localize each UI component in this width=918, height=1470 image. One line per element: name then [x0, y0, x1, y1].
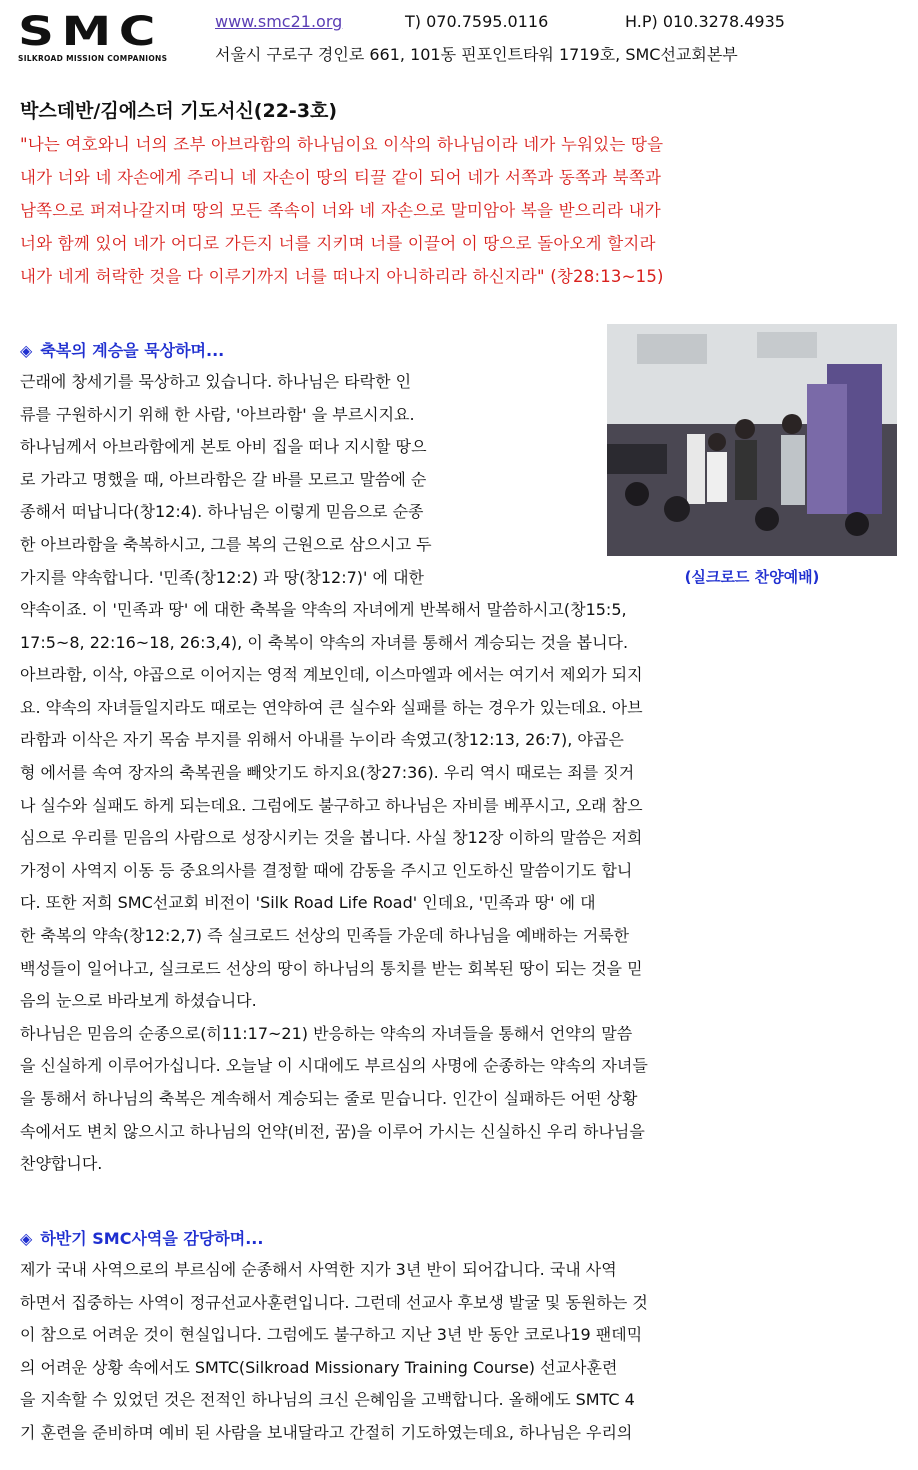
section-heading-ministry [20, 1226, 263, 1249]
diamond-bullet-icon: ◈ [20, 341, 33, 360]
smc-logo [18, 9, 190, 63]
text-line: 을 지속할 수 있었던 것은 전적인 하나님의 크신 은혜임을 고백합니다. 올해에도 SMTC 4 [20, 1390, 635, 1410]
text-line: 가정이 사역지 이동 등 중요의사를 결정할 때에 감동을 주시고 인도하신 말씀이기도 합니 [20, 860, 633, 880]
section-heading-text: 축복의 계승을 묵상하며... [40, 341, 225, 360]
text-line: 속에서도 변치 않으시고 하나님의 언약(비전, 꿈)을 이루어 가시는 신실하신 우리 하나님을 [20, 1121, 645, 1141]
text-line: 하면서 집중하는 사역이 정규선교사훈련입니다. 그런데 선교사 후보생 발굴 및 동원하는 것 [20, 1292, 648, 1312]
text-line: 백성들이 일어나고, 실크로드 선상의 땅이 하나님의 통치를 받는 회복된 땅이 되는 것을 믿 [20, 958, 643, 978]
text-line: 하나님은 믿음의 순종으로(히11:17~21) 반응하는 약속의 자녀들을 통해서 언약의 말씀 [20, 1023, 633, 1043]
text-line: 하나님께서 아브라함에게 본토 아비 집을 떠나 지시할 땅으 [20, 437, 427, 457]
text-line: 라함과 이삭은 자기 목숨 부지를 위해서 아내를 누이라 속였고(창12:13, 26:7), 야곱은 [20, 730, 624, 750]
text-line: 한 축복의 약속(창12:2,7) 즉 실크로드 선상의 민족들 가운데 하나님을 예배하는 거룩한 [20, 925, 630, 945]
verse-line: 내가 네게 허락한 것을 다 이루기까지 너를 떠나지 아니하리라 하신지라" (창28:13~15) [20, 267, 664, 286]
contact-line [215, 12, 785, 31]
section-heading-blessing [20, 338, 224, 361]
text-line: 로 가라고 명했을 때, 아브라함은 갈 바를 모르고 말씀에 순 [20, 469, 427, 489]
section1-body-text [20, 594, 898, 1181]
scripture-verse [20, 128, 898, 293]
text-line: 기 훈련을 준비하며 예비 된 사람을 보내달라고 간절히 기도하였는데요, 하나님은 우리의 [20, 1422, 633, 1442]
section2-body-text [20, 1254, 898, 1450]
photo-caption: (실크로드 찬양예배) [684, 568, 820, 586]
phone-number: T) 070.7595.0116 [405, 12, 549, 31]
text-line: 심으로 우리를 믿음의 사람으로 성장시키는 것을 봅니다. 사실 창12장 이하의 말씀은 저희 [20, 828, 643, 848]
website-link[interactable]: www.smc21.org [215, 12, 343, 31]
text-line: 근래에 창세기를 묵상하고 있습니다. 하나님은 타락한 인 [20, 372, 412, 391]
text-line: 요. 약속의 자녀들일지라도 때로는 연약하여 큰 실수와 실패를 하는 경우가 있는데요. 아브 [20, 697, 643, 717]
text-line: 한 아브라함을 축복하시고, 그를 복의 근원으로 삼으시고 두 [20, 534, 432, 554]
text-line: 의 어려운 상황 속에서도 SMTC(Silkroad Missionary Training Course) 선교사훈련 [20, 1357, 618, 1377]
text-line: 을 신실하게 이루어가십니다. 오늘날 이 시대에도 부르심의 사명에 순종하는 약속의 자녀들 [20, 1056, 648, 1076]
section-heading-text: 하반기 SMC사역을 감당하며... [40, 1229, 264, 1248]
text-line: 가지를 약속합니다. '민족(창12:2) 과 땅(창12:7)' 에 대한 [20, 567, 424, 587]
text-line: 이 참으로 어려운 것이 현실입니다. 그럼에도 불구하고 지난 3년 반 동안 코로나19 팬데믹 [20, 1325, 643, 1345]
text-line: 제가 국내 사역으로의 부르심에 순종해서 사역한 지가 3년 반이 되어갑니다. 국내 사역 [20, 1260, 617, 1279]
worship-photo [607, 324, 897, 556]
verse-line: 내가 너와 네 자손에게 주리니 네 자손이 땅의 티끌 같이 되어 네가 서쪽과 동쪽과 북쪽과 [20, 168, 662, 187]
text-line: 류를 구원하시기 위해 한 사람, '아브라함' 을 부르시지요. [20, 404, 415, 424]
text-line: 약속이죠. 이 '민족과 땅' 에 대한 축복을 약속의 자녀에게 반복해서 말씀하시고(창15:5, [20, 600, 627, 619]
text-line: 종해서 떠납니다(창12:4). 하나님은 이렇게 믿음으로 순종 [20, 502, 424, 522]
mobile-number: H.P) 010.3278.4935 [625, 12, 785, 31]
text-line: 나 실수와 실패도 하게 되는데요. 그럼에도 불구하고 하나님은 자비를 베푸시고, 오래 참으 [20, 795, 643, 815]
verse-line: 남쪽으로 퍼져나갈지며 땅의 모든 족속이 너와 네 자손으로 말미암아 복을 받으리라 내가 [20, 201, 661, 220]
text-line: 17:5~8, 22:16~18, 26:3,4), 이 축복이 약속의 자녀를 통해서 계승되는 것을 봅니다. [20, 632, 629, 652]
address: 서울시 구로구 경인로 661, 101동 핀포인트타워 1719호, SMC선교회본부 [215, 45, 738, 64]
text-line: 아브라함, 이삭, 야곱으로 이어지는 영적 계보인데, 이스마엘과 에서는 여기서 제외가 되지 [20, 665, 643, 685]
section1-intro-text [20, 366, 598, 594]
text-line: 찬양합니다. [20, 1154, 103, 1174]
letter-title: 박스데반/김에스더 기도서신(22-3호) [20, 100, 338, 122]
verse-line: 너와 함께 있어 네가 어디로 가든지 너를 지키며 너를 이끌어 이 땅으로 돌아오게 할지라 [20, 234, 656, 253]
logo-mark: SMC [18, 9, 163, 55]
text-line: 형 에서를 속여 장자의 축복권을 빼앗기도 하지요(창27:36). 우리 역시 때로는 죄를 짓거 [20, 762, 635, 782]
worship-photo-illustration [607, 324, 897, 556]
text-line: 음의 눈으로 바라보게 하셨습니다. [20, 991, 257, 1011]
letterhead [18, 8, 898, 68]
verse-line: "나는 여호와니 너의 조부 아브라함의 하나님이요 이삭의 하나님이라 네가 누워있는 땅을 [20, 135, 664, 154]
logo-subtitle: SILKROAD MISSION COMPANIONS [18, 54, 168, 63]
text-line: 을 통해서 하나님의 축복은 계속해서 계승되는 줄로 믿습니다. 인간이 실패하든 어떤 상황 [20, 1088, 638, 1108]
text-line: 다. 또한 저희 SMC선교회 비전이 'Silk Road Life Road' 인데요, '민족과 땅' 에 대 [20, 893, 596, 913]
diamond-bullet-icon: ◈ [20, 1229, 33, 1248]
